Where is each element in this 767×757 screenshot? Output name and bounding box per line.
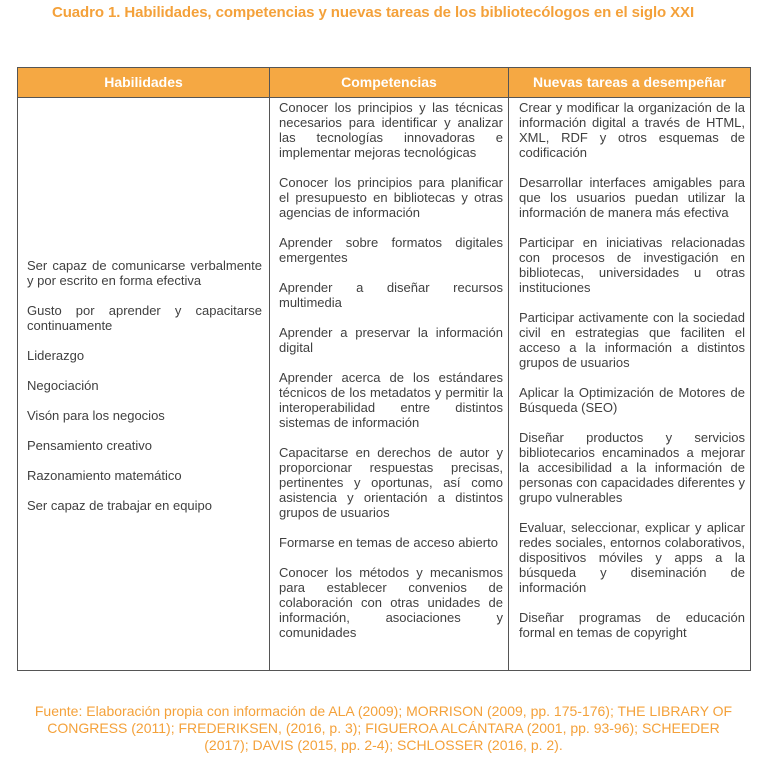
source-line: (2017); DAVIS (2015, pp. 2-4); SCHLOSSER (2016, p. 2). bbox=[204, 737, 563, 753]
list-item: Negociación bbox=[27, 378, 99, 393]
list-item: Aprender a diseñar recursos multimedia bbox=[279, 280, 503, 310]
list-item: Gusto por aprender y capacitarse continuamente bbox=[27, 303, 262, 333]
header-habilidades: Habilidades bbox=[104, 74, 183, 90]
list-item: Formarse en temas de acceso abierto bbox=[279, 535, 498, 550]
list-item: Aprender acerca de los estándares técnicos de los metadatos y permitir la interoperabilidad entre distintos sistemas de información bbox=[279, 370, 503, 430]
list-item: Conocer los principios para planificar el presupuesto en bibliotecas y otras agencias de información bbox=[279, 175, 503, 220]
list-item: Aplicar la Optimización de Motores de Búsqueda (SEO) bbox=[519, 385, 745, 415]
list-item: Crear y modificar la organización de la información digital a través de HTML, XML, RDF y otros esquemas de codificación bbox=[519, 100, 745, 160]
list-item: Ser capaz de trabajar en equipo bbox=[27, 498, 213, 513]
list-item: Evaluar, seleccionar, explicar y aplicar redes sociales, entornos colaborativos, dispositivos móviles y apps a la búsqueda y diseminación de información bbox=[519, 520, 745, 595]
list-item: Pensamiento creativo bbox=[27, 438, 153, 453]
source-line: Fuente: Elaboración propia con información de ALA (2009); MORRISON (2009, pp. 175-176); THE LIBRARY OF bbox=[34, 703, 733, 719]
header-tareas: Nuevas tareas a desempeñar bbox=[533, 74, 726, 90]
list-item: Diseñar productos y servicios bibliotecarios encaminados a mejorar la accesibilidad a la información de personas con capacidades diferentes y grupo vulnerables bbox=[519, 430, 745, 505]
source-line: CONGRESS (2011); FREDERIKSEN, (2016, p. 3); FIGUEROA ALCÁNTARA (2001, pp. 93-96); SCHEEDER bbox=[47, 720, 720, 736]
header-competencias: Competencias bbox=[341, 74, 437, 90]
list-item: Capacitarse en derechos de autor y proporcionar respuestas precisas, pertinentes y oportunas, así como asistencia y orientación a distintos grupos de usuarios bbox=[279, 445, 503, 520]
list-item: Diseñar programas de educación formal en temas de copyright bbox=[519, 610, 745, 640]
list-item: Razonamiento matemático bbox=[27, 468, 182, 483]
table-title: Cuadro 1. Habilidades, competencias y nuevas tareas de los bibliotecólogos en el siglo XXI bbox=[52, 4, 695, 21]
column-divider bbox=[269, 68, 270, 670]
competencias-column bbox=[279, 100, 503, 640]
list-item: Desarrollar interfaces amigables para que los usuarios puedan utilizar la información de manera más efectiva bbox=[519, 175, 745, 220]
column-divider bbox=[508, 68, 509, 670]
source-note bbox=[0, 703, 767, 754]
list-item: Ser capaz de comunicarse verbalmente y por escrito en forma efectiva bbox=[27, 258, 262, 288]
list-item: Liderazgo bbox=[27, 348, 85, 363]
list-item: Aprender sobre formatos digitales emergentes bbox=[279, 235, 503, 265]
list-item: Conocer los principios y las técnicas necesarios para identificar y analizar las tecnologías innovadoras e implementar mejoras tecnológicas bbox=[279, 100, 503, 160]
list-item: Visón para los negocios bbox=[27, 408, 165, 423]
list-item: Participar activamente con la sociedad civil en estrategias que faciliten el acceso a la información a distintos grupos de usuarios bbox=[519, 310, 745, 370]
list-item: Participar en iniciativas relacionadas con procesos de investigación en bibliotecas, universidades u otras instituciones bbox=[519, 235, 745, 295]
habilidades-column bbox=[27, 258, 262, 528]
tareas-column bbox=[519, 100, 745, 640]
table-header bbox=[18, 68, 750, 98]
list-item: Conocer los métodos y mecanismos para establecer convenios de colaboración con otras unidades de información, asociaciones y comunidades bbox=[279, 565, 503, 640]
list-item: Aprender a preservar la información digital bbox=[279, 325, 503, 355]
skills-table bbox=[17, 67, 751, 671]
